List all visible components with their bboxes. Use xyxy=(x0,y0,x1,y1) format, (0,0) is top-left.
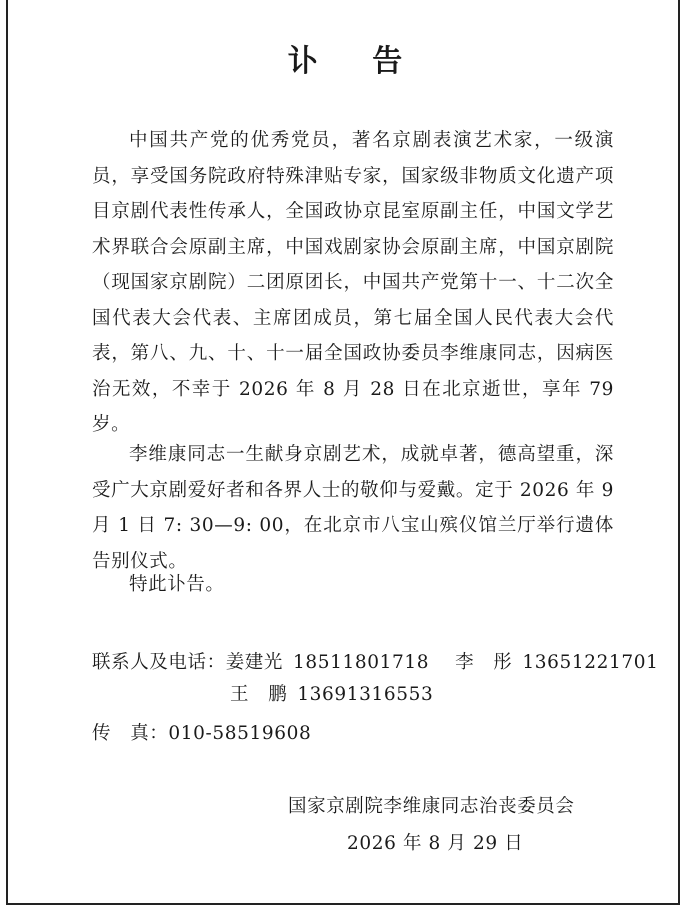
contact-line-primary xyxy=(92,648,658,678)
notice-paragraph-main: 中国共产党的优秀党员，著名京剧表演艺术家，一级演员，享受国务院政府特殊津贴专家，国家级非物质文化遗产项目京剧代表性传承人，全国政协京昆室原副主任，中国文学艺术界联合会原副主席，中国戏剧家协会原副主席，中国京剧院（现国家京剧院）二团原团长，中国共产党第十一、十二次全国代表大会代表、主席团成员，第七届全国人民代表大会代表，第八、九、十、十一届全国政协委员李维康同志，因病医治无效，不幸于 2026 年 8 月 28 日在北京逝世，享年 79 岁。 xyxy=(92,130,614,435)
fax-label: 传 真： xyxy=(92,723,169,744)
contact-phone: 13651221701 xyxy=(522,652,659,673)
contact-phone: 18511801718 xyxy=(293,652,430,673)
notice-paragraph-ceremony: 李维康同志一生献身京剧艺术，成就卓著，德高望重，深受广大京剧爱好者和各界人士的敬仰与爱戴。定于 2026 年 9 月 1 日 7: 30—9: 00，在北京市八宝山殡仪馆兰厅举行遗体告别仪式。 xyxy=(92,444,614,572)
fax-number: 010-58519608 xyxy=(168,723,312,744)
contact-name: 王 鹏 xyxy=(230,684,288,705)
notice-paragraph-closing: 特此讣告。 xyxy=(129,574,225,595)
contact-name: 姜建光 xyxy=(225,652,284,673)
contact-phone: 13691316553 xyxy=(297,684,434,705)
contact-line-secondary xyxy=(230,680,433,710)
contact-name: 李 彤 xyxy=(455,652,513,673)
signature-organization: 国家京剧院李维康同志治丧委员会 xyxy=(288,796,575,817)
notice-title: 讣 告 xyxy=(287,44,425,79)
signature-date: 2026 年 8 月 29 日 xyxy=(347,833,524,854)
contacts-label: 联系人及电话： xyxy=(92,652,226,673)
fax-line xyxy=(92,719,311,749)
